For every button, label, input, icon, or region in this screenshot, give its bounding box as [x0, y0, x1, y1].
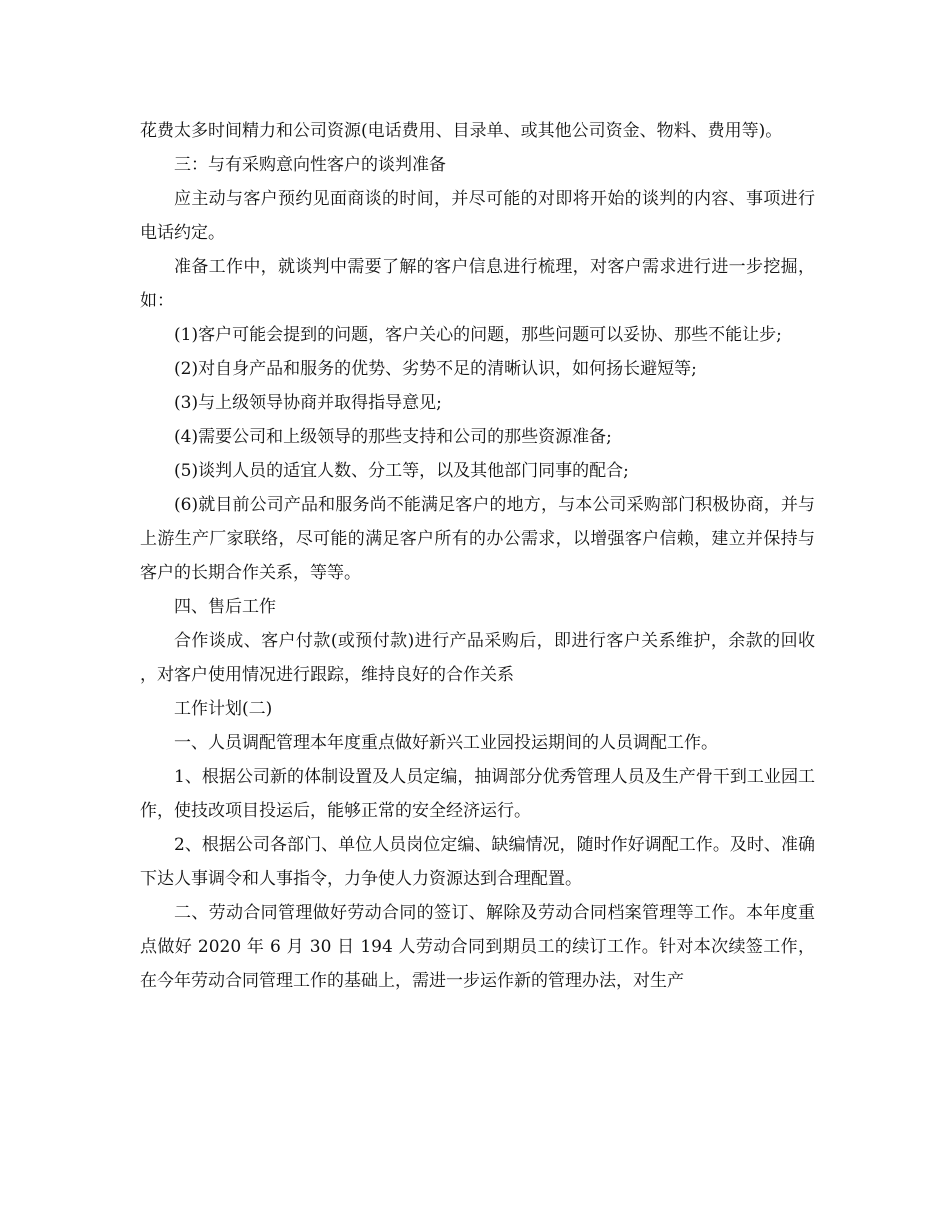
- paragraph-14: 一、人员调配管理本年度重点做好新兴工业园投运期间的人员调配工作。: [174, 733, 718, 753]
- paragraph-3: 应主动与客户预约见面商谈的时间，并尽可能的对即将开始的谈判的内容、事项进行电话约定。: [140, 189, 815, 243]
- list-item-5: (5)谈判人员的适宜人数、分工等，以及其他部门同事的配合;: [174, 461, 629, 481]
- paragraph-15: 1、根据公司新的体制设置及人员定编，抽调部分优秀管理人员及生产骨干到工业园工作，使技改项目投运后，能够正常的安全经济运行。: [140, 767, 815, 821]
- list-item-1: (1)客户可能会提到的问题，客户关心的问题，那些问题可以妥协、那些不能让步;: [174, 325, 782, 345]
- list-item-2: (2)对自身产品和服务的优势、劣势不足的清晰认识，如何扬长避短等;: [174, 359, 697, 379]
- section-heading-3: 三：与有采购意向性客户的谈判准备: [174, 155, 446, 175]
- list-item-4: (4)需要公司和上级领导的那些支持和公司的那些资源准备;: [174, 427, 612, 447]
- paragraph-17: 二、劳动合同管理做好劳动合同的签订、解除及劳动合同档案管理等工作。本年度重点做好 2020 年 6 月 30 日 194 人劳动合同到期员工的续订工作。针对本次续签工作，在今年劳动合同管理工作的基础上，需进一步运作新的管理办法，对生产: [140, 903, 815, 991]
- paragraph-4: 准备工作中，就谈判中需要了解的客户信息进行梳理，对客户需求进行进一步挖掘，如：: [140, 257, 815, 311]
- list-item-3: (3)与上级领导协商并取得指导意见;: [174, 393, 442, 413]
- list-item-6: (6)就目前公司产品和服务尚不能满足客户的地方，与本公司采购部门积极协商，并与上游生产厂家联络，尽可能的满足客户所有的办公需求，以增强客户信赖，建立并保持与客户的长期合作关系，等等。: [140, 495, 815, 583]
- paragraph-16: 2、根据公司各部门、单位人员岗位定编、缺编情况，随时作好调配工作。及时、准确下达人事调令和人事指令，力争使人力资源达到合理配置。: [140, 835, 815, 889]
- section-heading-4: 四、售后工作: [174, 597, 276, 617]
- plan-title: 工作计划(二): [174, 699, 273, 719]
- paragraph-12: 合作谈成、客户付款(或预付款)进行产品采购后，即进行客户关系维护，余款的回收，对客户使用情况进行跟踪，维持良好的合作关系: [140, 631, 815, 685]
- document-page: [140, 114, 815, 998]
- paragraph-1: 花费太多时间精力和公司资源(电话费用、目录单、或其他公司资金、物料、费用等)。: [140, 121, 783, 141]
